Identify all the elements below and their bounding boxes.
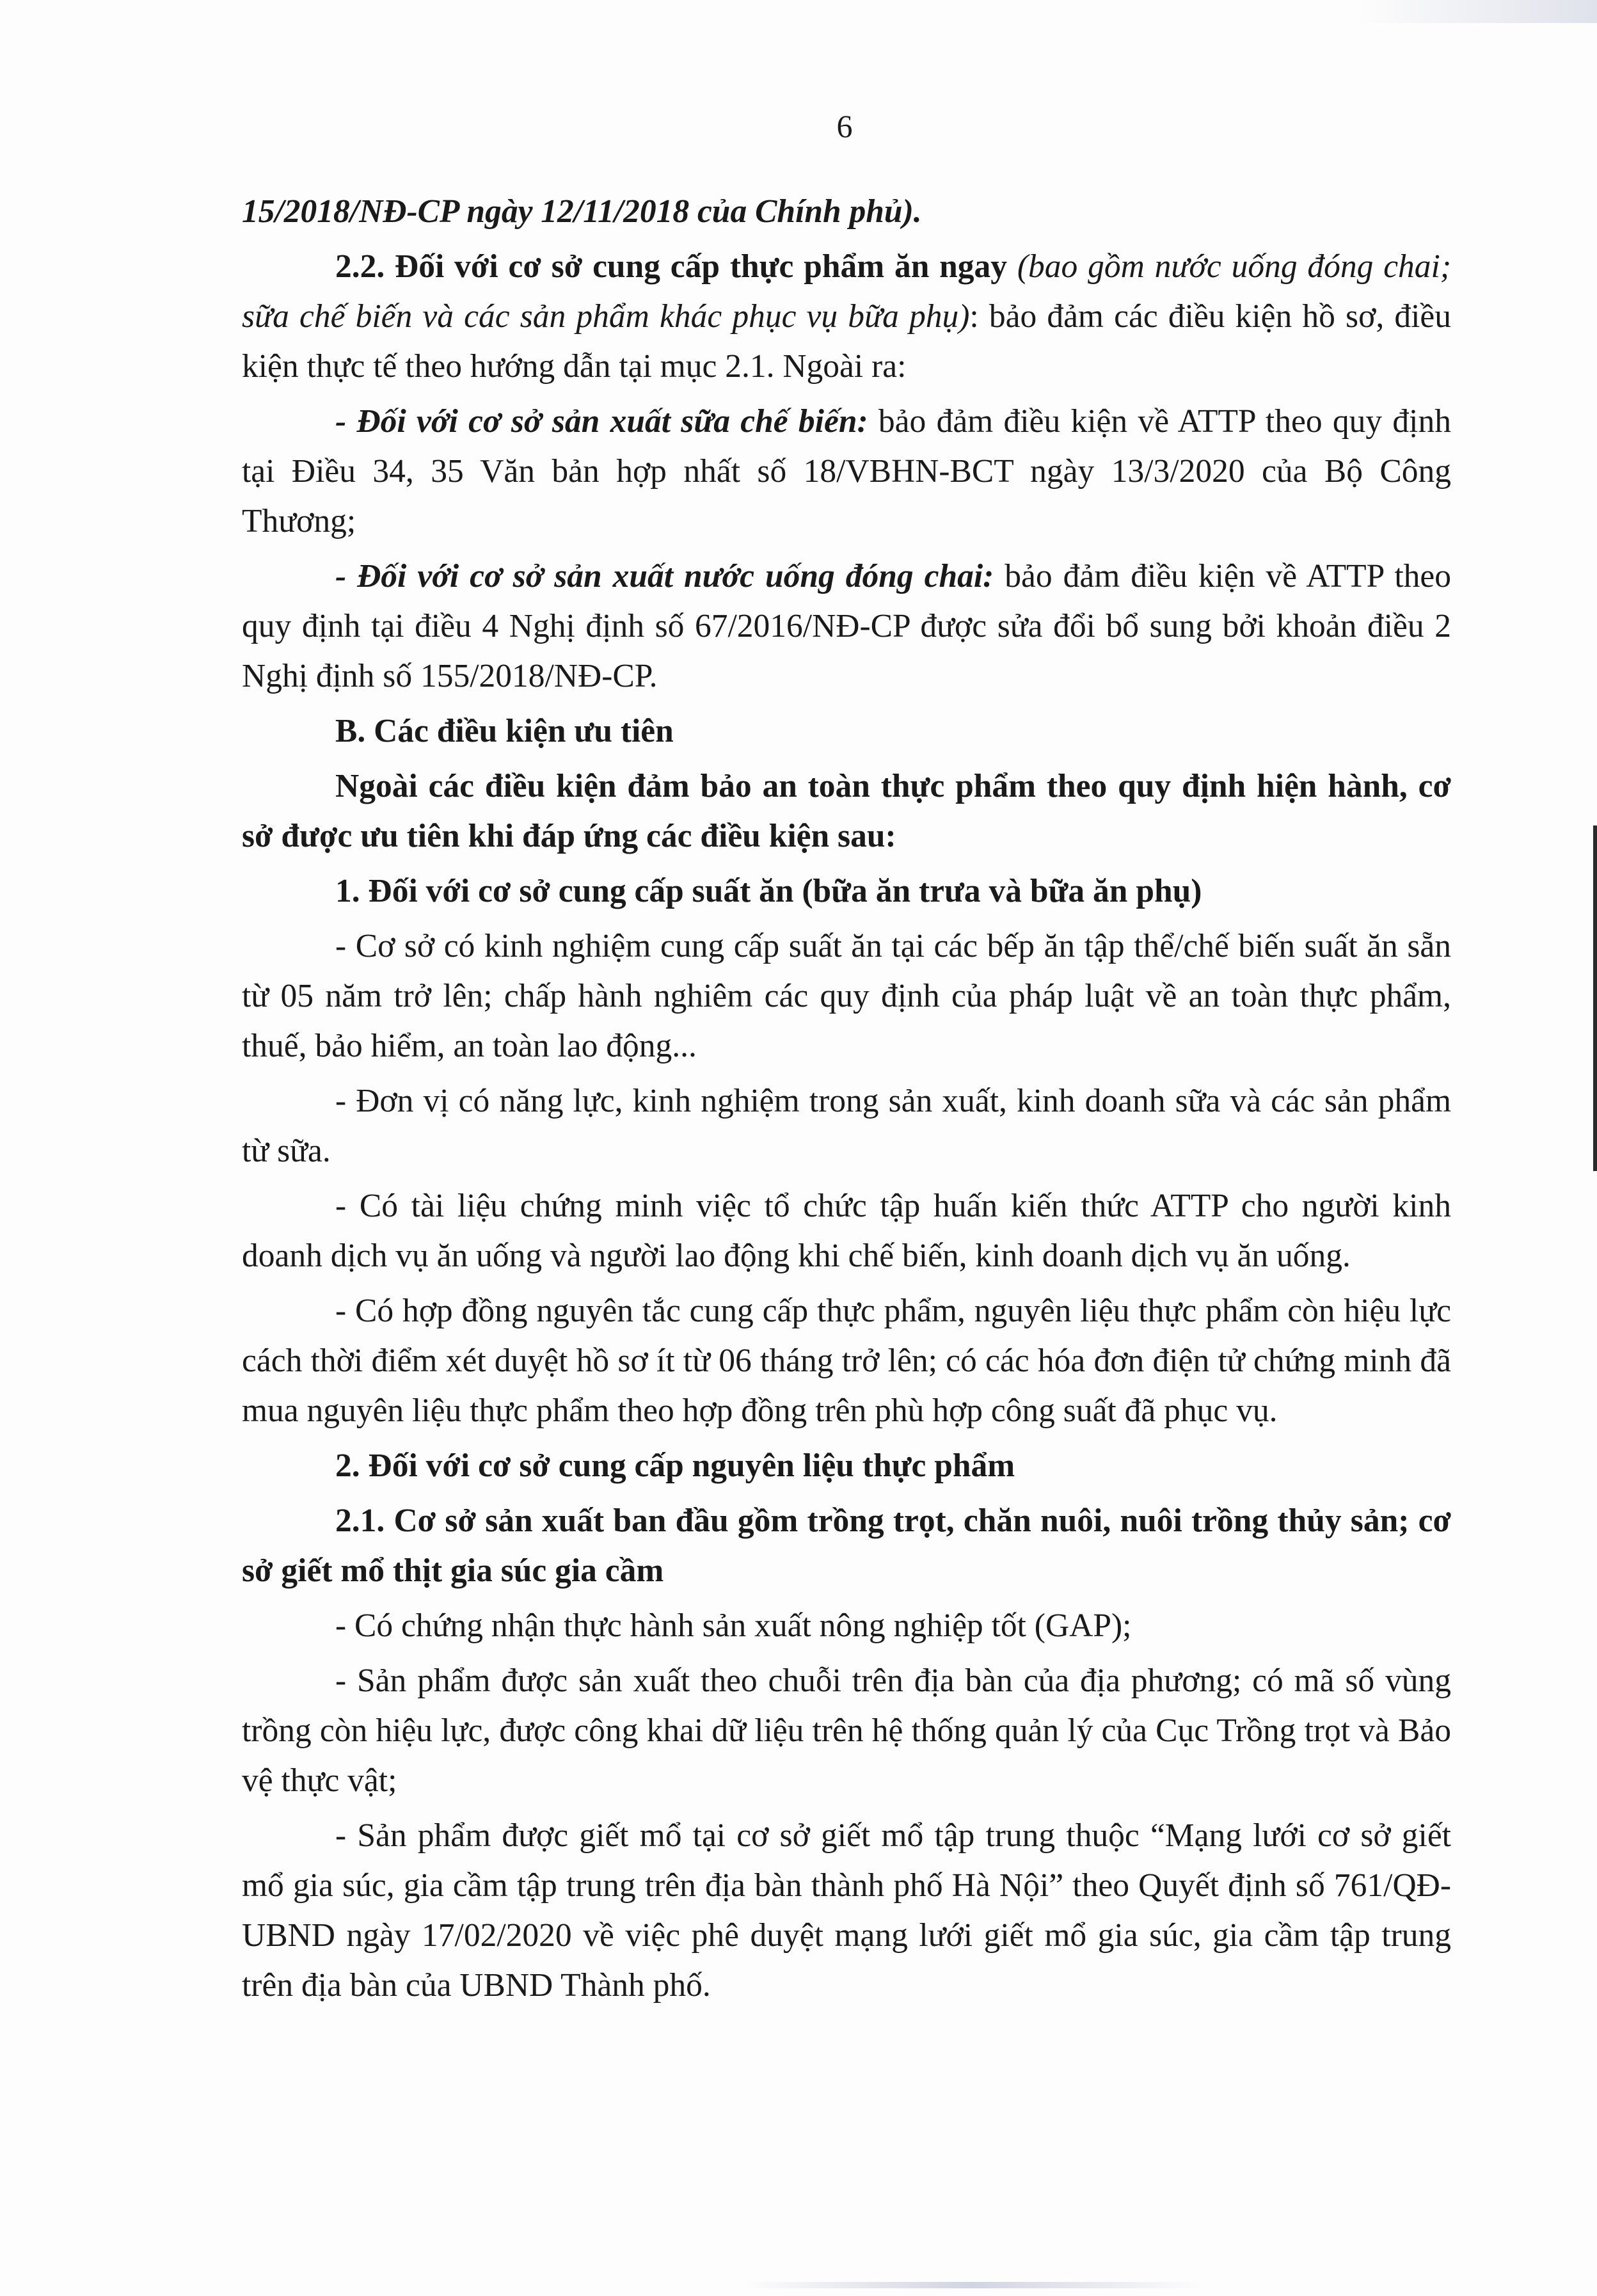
- paragraph-bottled-water: - Đối với cơ sở sản xuất nước uống đóng chai: bảo đảm điều kiện về ATTP theo quy định tại điều 4 Nghị định số 67/2016/NĐ-CP được sửa đổi bổ sung bởi khoản điều 2 Nghị định số 155/2018/NĐ-CP.: [242, 558, 1452, 694]
- scan-artifact-top: [1354, 0, 1597, 23]
- scan-artifact-bottom: [742, 2282, 1203, 2288]
- heading-section-b: B. Các điều kiện ưu tiên: [335, 713, 674, 749]
- paragraph-citation-continuation: 15/2018/NĐ-CP ngày 12/11/2018 của Chính phủ).: [242, 193, 922, 230]
- paragraph-experience: - Cơ sở có kinh nghiệm cung cấp suất ăn tại các bếp ăn tập thể/chế biến suất ăn sẵn từ 05 năm trở lên; chấp hành nghiêm các quy định của pháp luật về an toàn thực phẩm, thuế, bảo hiểm, an toàn lao động...: [242, 928, 1451, 1064]
- paragraph-local-chain: - Sản phẩm được sản xuất theo chuỗi trên địa bàn của địa phương; có mã số vùng trồng còn hiệu lực, được công khai dữ liệu trên hệ thống quản lý của Cục Trồng trọt và Bảo vệ thực vật;: [242, 1662, 1451, 1799]
- paragraph-gap-certificate: - Có chứng nhận thực hành sản xuất nông nghiệp tốt (GAP);: [335, 1607, 1132, 1644]
- heading-2-ingredient-suppliers: 2. Đối với cơ sở cung cấp nguyên liệu thực phẩm: [335, 1447, 1015, 1484]
- paragraph-processed-milk: - Đối với cơ sở sản xuất sữa chế biến: bảo đảm điều kiện về ATTP theo quy định tại Điều 34, 35 Văn bản hợp nhất số 18/VBHN-BCT ngày 13/3/2020 của Bộ Công Thương;: [242, 403, 1451, 539]
- paragraph-priority-intro: Ngoài các điều kiện đảm bảo an toàn thực phẩm theo quy định hiện hành, cơ sở được ưu tiên khi đáp ứng các điều kiện sau:: [242, 768, 1451, 854]
- paragraph-slaughterhouse: - Sản phẩm được giết mổ tại cơ sở giết mổ tập trung thuộc “Mạng lưới cơ sở giết mổ gia súc, gia cầm tập trung trên địa bàn thành phố Hà Nội” theo Quyết định số 761/QĐ-UBND ngày 17/02/2020 về việc phê duyệt mạng lưới giết mổ gia súc, gia cầm tập trung trên địa bàn của UBND Thành phố.: [242, 1817, 1451, 2004]
- scan-artifact-edge: [1593, 825, 1597, 1171]
- heading-2-1-primary-production: 2.1. Cơ sở sản xuất ban đầu gồm trồng trọt, chăn nuôi, nuôi trồng thủy sản; cơ sở giết mổ thịt gia súc gia cầm: [242, 1503, 1451, 1589]
- paragraph-training-docs: - Có tài liệu chứng minh việc tổ chức tập huấn kiến thức ATTP cho người kinh doanh dịch vụ ăn uống và người lao động khi chế biến, kinh doanh dịch vụ ăn uống.: [242, 1188, 1451, 1274]
- document-body: [242, 187, 1451, 2016]
- paragraph-contracts: - Có hợp đồng nguyên tắc cung cấp thực phẩm, nguyên liệu thực phẩm còn hiệu lực cách thời điểm xét duyệt hồ sơ ít từ 06 tháng trở lên; có các hóa đơn điện tử chứng minh đã mua nguyên liệu thực phẩm theo hợp đồng trên phù hợp công suất đã phục vụ.: [242, 1293, 1451, 1429]
- page-number: 6: [836, 108, 853, 144]
- paragraph-capacity: - Đơn vị có năng lực, kinh nghiệm trong sản xuất, kinh doanh sữa và các sản phẩm từ sữa.: [242, 1083, 1451, 1169]
- heading-1-meal-suppliers: 1. Đối với cơ sở cung cấp suất ăn (bữa ăn trưa và bữa ăn phụ): [335, 873, 1202, 909]
- paragraph-2-2-ready-to-eat-suppliers: 2.2. Đối với cơ sở cung cấp thực phẩm ăn ngay (bao gồm nước uống đóng chai; sữa chế biến và các sản phẩm khác phục vụ bữa phụ): bảo đảm các điều kiện hồ sơ, điều kiện thực tế theo hướng dẫn tại mục 2.1. Ngoài ra:: [242, 248, 1452, 385]
